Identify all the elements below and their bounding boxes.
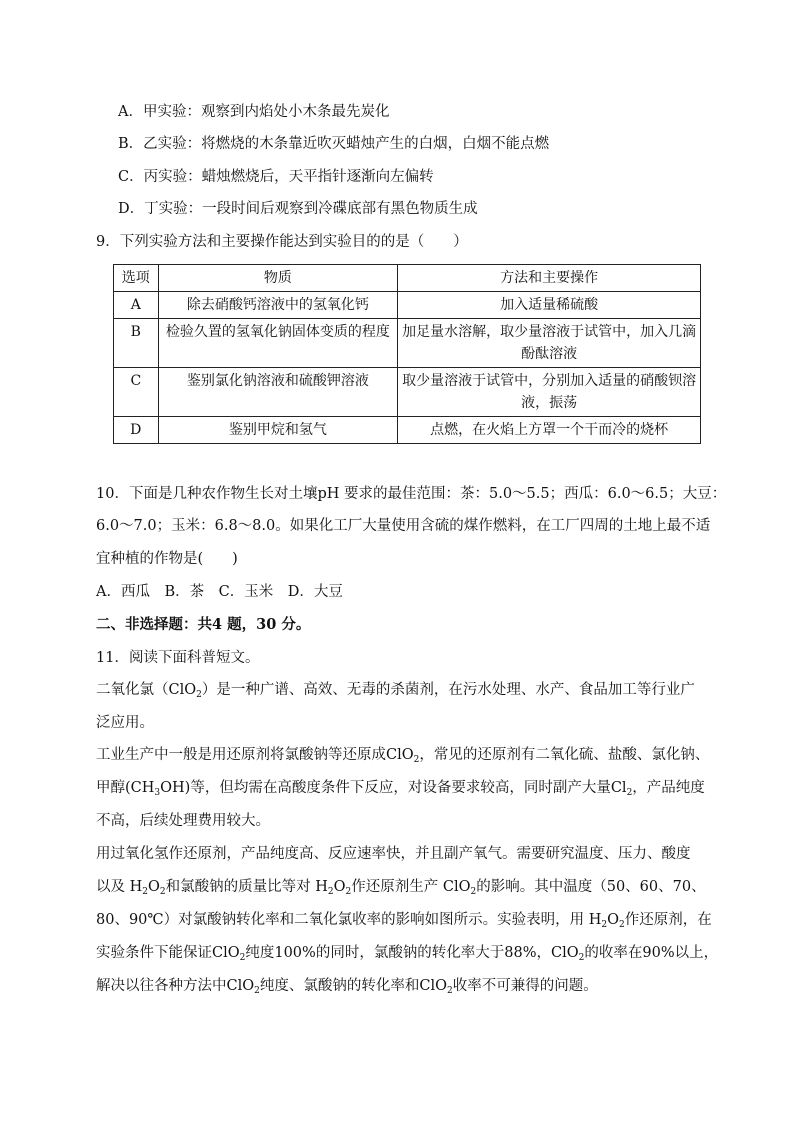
paragraph-3-line-1: 用过氧化氢作还原剂，产品纯度高、反应速率快，并且副产氧气。需要研究温度、压力、酸度 (96, 846, 691, 862)
question-10-line-2: 6.0～7.0；玉米：6.8～8.0。如果化工厂大量使用含硫的煤作燃料，在工厂四周的土地上最不适 (96, 518, 711, 534)
table-row (114, 319, 701, 368)
table-row (114, 292, 701, 319)
question-9-table (113, 264, 701, 444)
option-a: A．甲实验：观察到内焰处小木条最先炭化 (118, 104, 390, 120)
question-10-line-3: 宜种植的作物是( ) (96, 551, 238, 567)
paragraph-2-line-3: 不高，后续处理费用较大。 (96, 813, 270, 829)
paragraph-3-line-5: 解决以往各种方法中ClO$_2$纯度、氯酸钠的转化率和ClO$_2$收率不可兼得的问题。 (96, 978, 598, 996)
row-method: 加足量水溶解，取少量溶液于试管中，加入几滴酚酞溶液 (398, 319, 701, 368)
row-method: 点燃，在火焰上方罩一个干而冷的烧杯 (398, 417, 701, 444)
row-substance: 鉴别氯化钠溶液和硫酸钾溶液 (158, 368, 398, 417)
row-key: A (114, 292, 159, 319)
header-substance: 物质 (158, 265, 398, 292)
row-method: 加入适量稀硫酸 (398, 292, 701, 319)
paragraph-3-line-3: 80、90℃）对氯酸钠转化率和二氧化氯收率的影响如图所示。实验表明，用 $H_2O_2$作还原剂，在 (96, 912, 712, 930)
row-substance: 鉴别甲烷和氢气 (158, 417, 398, 444)
row-substance: 检验久置的氢氧化钠固体变质的程度 (158, 319, 398, 368)
row-key: D (114, 417, 159, 444)
header-option: 选项 (114, 265, 159, 292)
question-11-stem: 11．阅读下面科普短文。 (96, 650, 260, 666)
section-heading: 二、非选择题：共4 题，30 分。 (96, 616, 311, 633)
option-b: B．乙实验：将燃烧的木条靠近吹灭蜡烛产生的白烟，白烟不能点燃 (118, 136, 550, 152)
row-key: C (114, 368, 159, 417)
paragraph-3-line-4: 实验条件下能保证ClO$_2$纯度100%的同时，氯酸钠的转化率大于88%，ClO$_2$的收率在90%以上， (96, 945, 719, 963)
question-10-options: A．西瓜 B．茶 C．玉米 D．大豆 (96, 584, 343, 600)
row-substance: 除去硝酸钙溶液中的氢氧化钙 (158, 292, 398, 319)
paragraph-2-line-2: 甲醇$(CH_3OH)$等，但均需在高酸度条件下反应，对设备要求较高，同时副产大量$Cl_2$，产品纯度 (96, 780, 705, 798)
table-row (114, 368, 701, 417)
question-9-stem: 9．下列实验方法和主要操作能达到实验目的的是（ ） (96, 234, 468, 250)
row-method: 取少量溶液于试管中，分别加入适量的硝酸钡溶液，振荡 (398, 368, 701, 417)
row-key: B (114, 319, 159, 368)
paragraph-2-line-1: 工业生产中一般是用还原剂将氯酸钠等还原成ClO$_2$，常见的还原剂有二氧化硫、盐酸、氯化钠、 (96, 747, 710, 765)
header-method: 方法和主要操作 (398, 265, 701, 292)
question-10-line-1: 10．下面是几种农作物生长对土壤pH 要求的最佳范围：茶：5.0～5.5；西瓜：6.0～6.5；大豆： (96, 486, 727, 502)
paragraph-3-line-2: 以及 $H_2O_2$和氯酸钠的质量比等对 $H_2O_2$作还原剂生产 ClO$_2$的影响。其中温度（50、60、70、 (96, 879, 706, 897)
option-d: D．丁实验：一段时间后观察到冷碟底部有黑色物质生成 (118, 201, 478, 217)
paragraph-1-line-2: 泛应用。 (96, 715, 154, 731)
option-c: C．丙实验：蜡烛燃烧后，天平指针逐渐向左偏转 (118, 169, 434, 185)
paragraph-1-line-1: 二氧化氯（ClO$_2$）是一种广谱、高效、无毒的杀菌剂，在污水处理、水产、食品加工等行业广 (96, 682, 695, 700)
table-header-row (114, 265, 701, 292)
table-row (114, 417, 701, 444)
